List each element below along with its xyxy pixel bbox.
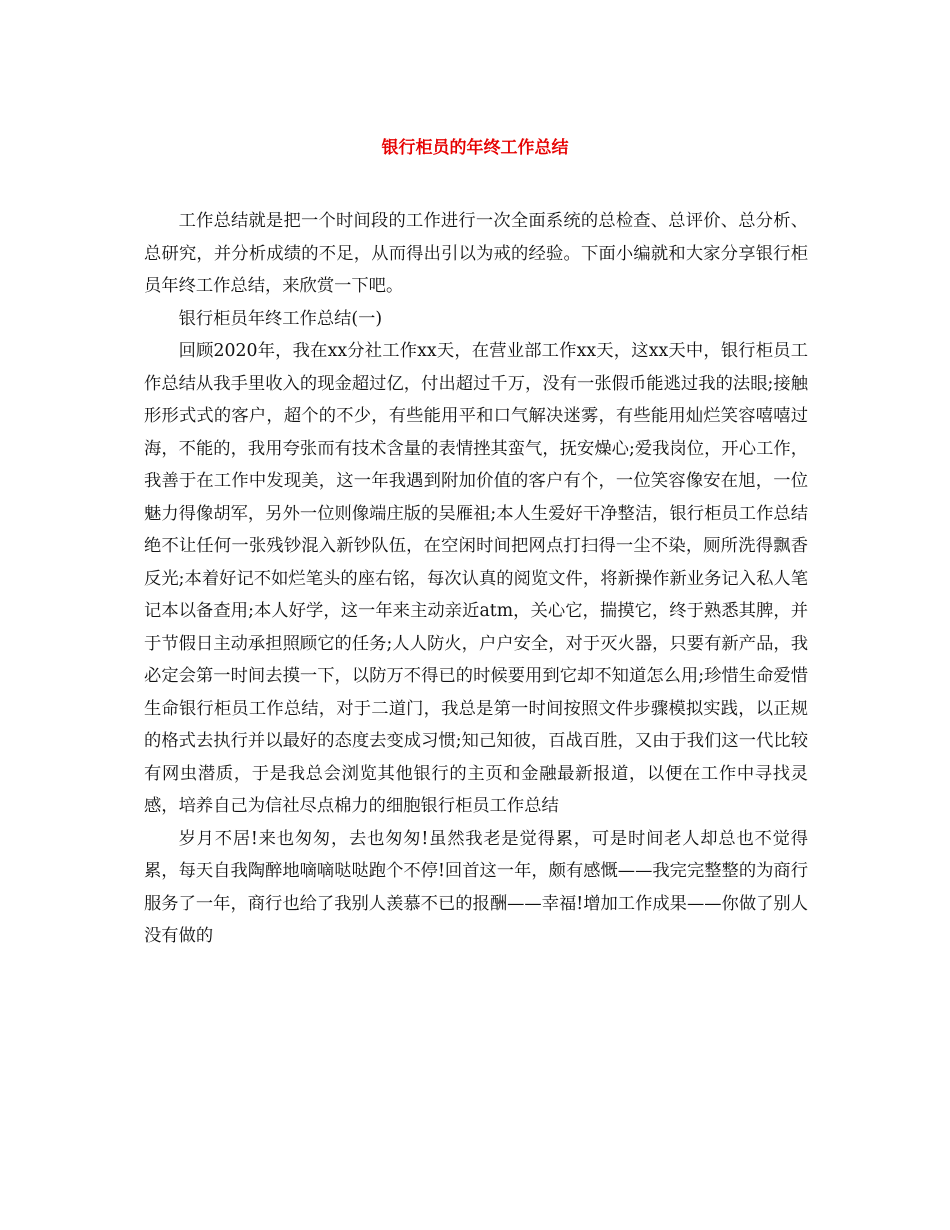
document-title: 银行柜员的年终工作总结 [381, 138, 569, 158]
closing-paragraph: 岁月不居!来也匆匆，去也匆匆!虽然我老是觉得累，可是时间老人却总也不觉得累，每天自我陶醉地嘀嘀哒哒跑个不停!回首这一年，颇有感慨——我完完整整的为商行服务了一年，商行也给了我别人羡慕不已的报酬——幸福!增加工作成果——你做了别人没有做的 [144, 828, 808, 946]
section-heading: 银行柜员年终工作总结(一) [178, 308, 383, 329]
body-paragraph: 回顾2020年，我在xx分社工作xx天，在营业部工作xx天，这xx天中，银行柜员工作总结从我手里收入的现金超过亿，付出超过千万，没有一张假币能逃过我的法眼;接触形形式式的客户，超个的不少，有些能用平和口气解决迷雾，有些能用灿烂笑容嘻嘻过海，不能的，我用夸张而有技术含量的表情挫其蛮气，抚安燥心;爱我岗位，开心工作，我善于在工作中发现美，这一年我遇到附加价值的客户有个，一位笑容像安在旭，一位魅力得像胡军，另外一位则像端庄版的吴雁祖;本人生爱好干净整洁，银行柜员工作总结绝不让任何一张残钞混入新钞队伍，在空闲时间把网点打扫得一尘不染，厕所洗得飘香反光;本着好记不如烂笔头的座右铭，每次认真的阅览文件，将新操作新业务记入私人笔记本以备查用;本人好学，这一年来主动亲近atm，关心它，揣摸它，终于熟悉其脾，并于节假日主动承担照顾它的任务;人人防火，户户安全，对于灭火器，只要有新产品，我必定会第一时间去摸一下，以防万不得已的时候要用到它却不知道怎么用;珍惜生命爱惜生命银行柜员工作总结，对于二道门，我总是第一时间按照文件步骤模拟实践，以正规的格式去执行并以最好的态度去变成习惯;知己知彼，百战百胜，又由于我们这一代比较有网虫潜质，于是我总会浏览其他银行的主页和金融最新报道，以便在工作中寻找灵感，培养自己为信社尽点棉力的细胞银行柜员工作总结 [144, 341, 808, 816]
intro-paragraph: 工作总结就是把一个时间段的工作进行一次全面系统的总检查、总评价、总分析、总研究，并分析成绩的不足，从而得出引以为戒的经验。下面小编就和大家分享银行柜员年终工作总结，来欣赏一下吧。 [144, 211, 808, 296]
document-body [144, 205, 808, 953]
